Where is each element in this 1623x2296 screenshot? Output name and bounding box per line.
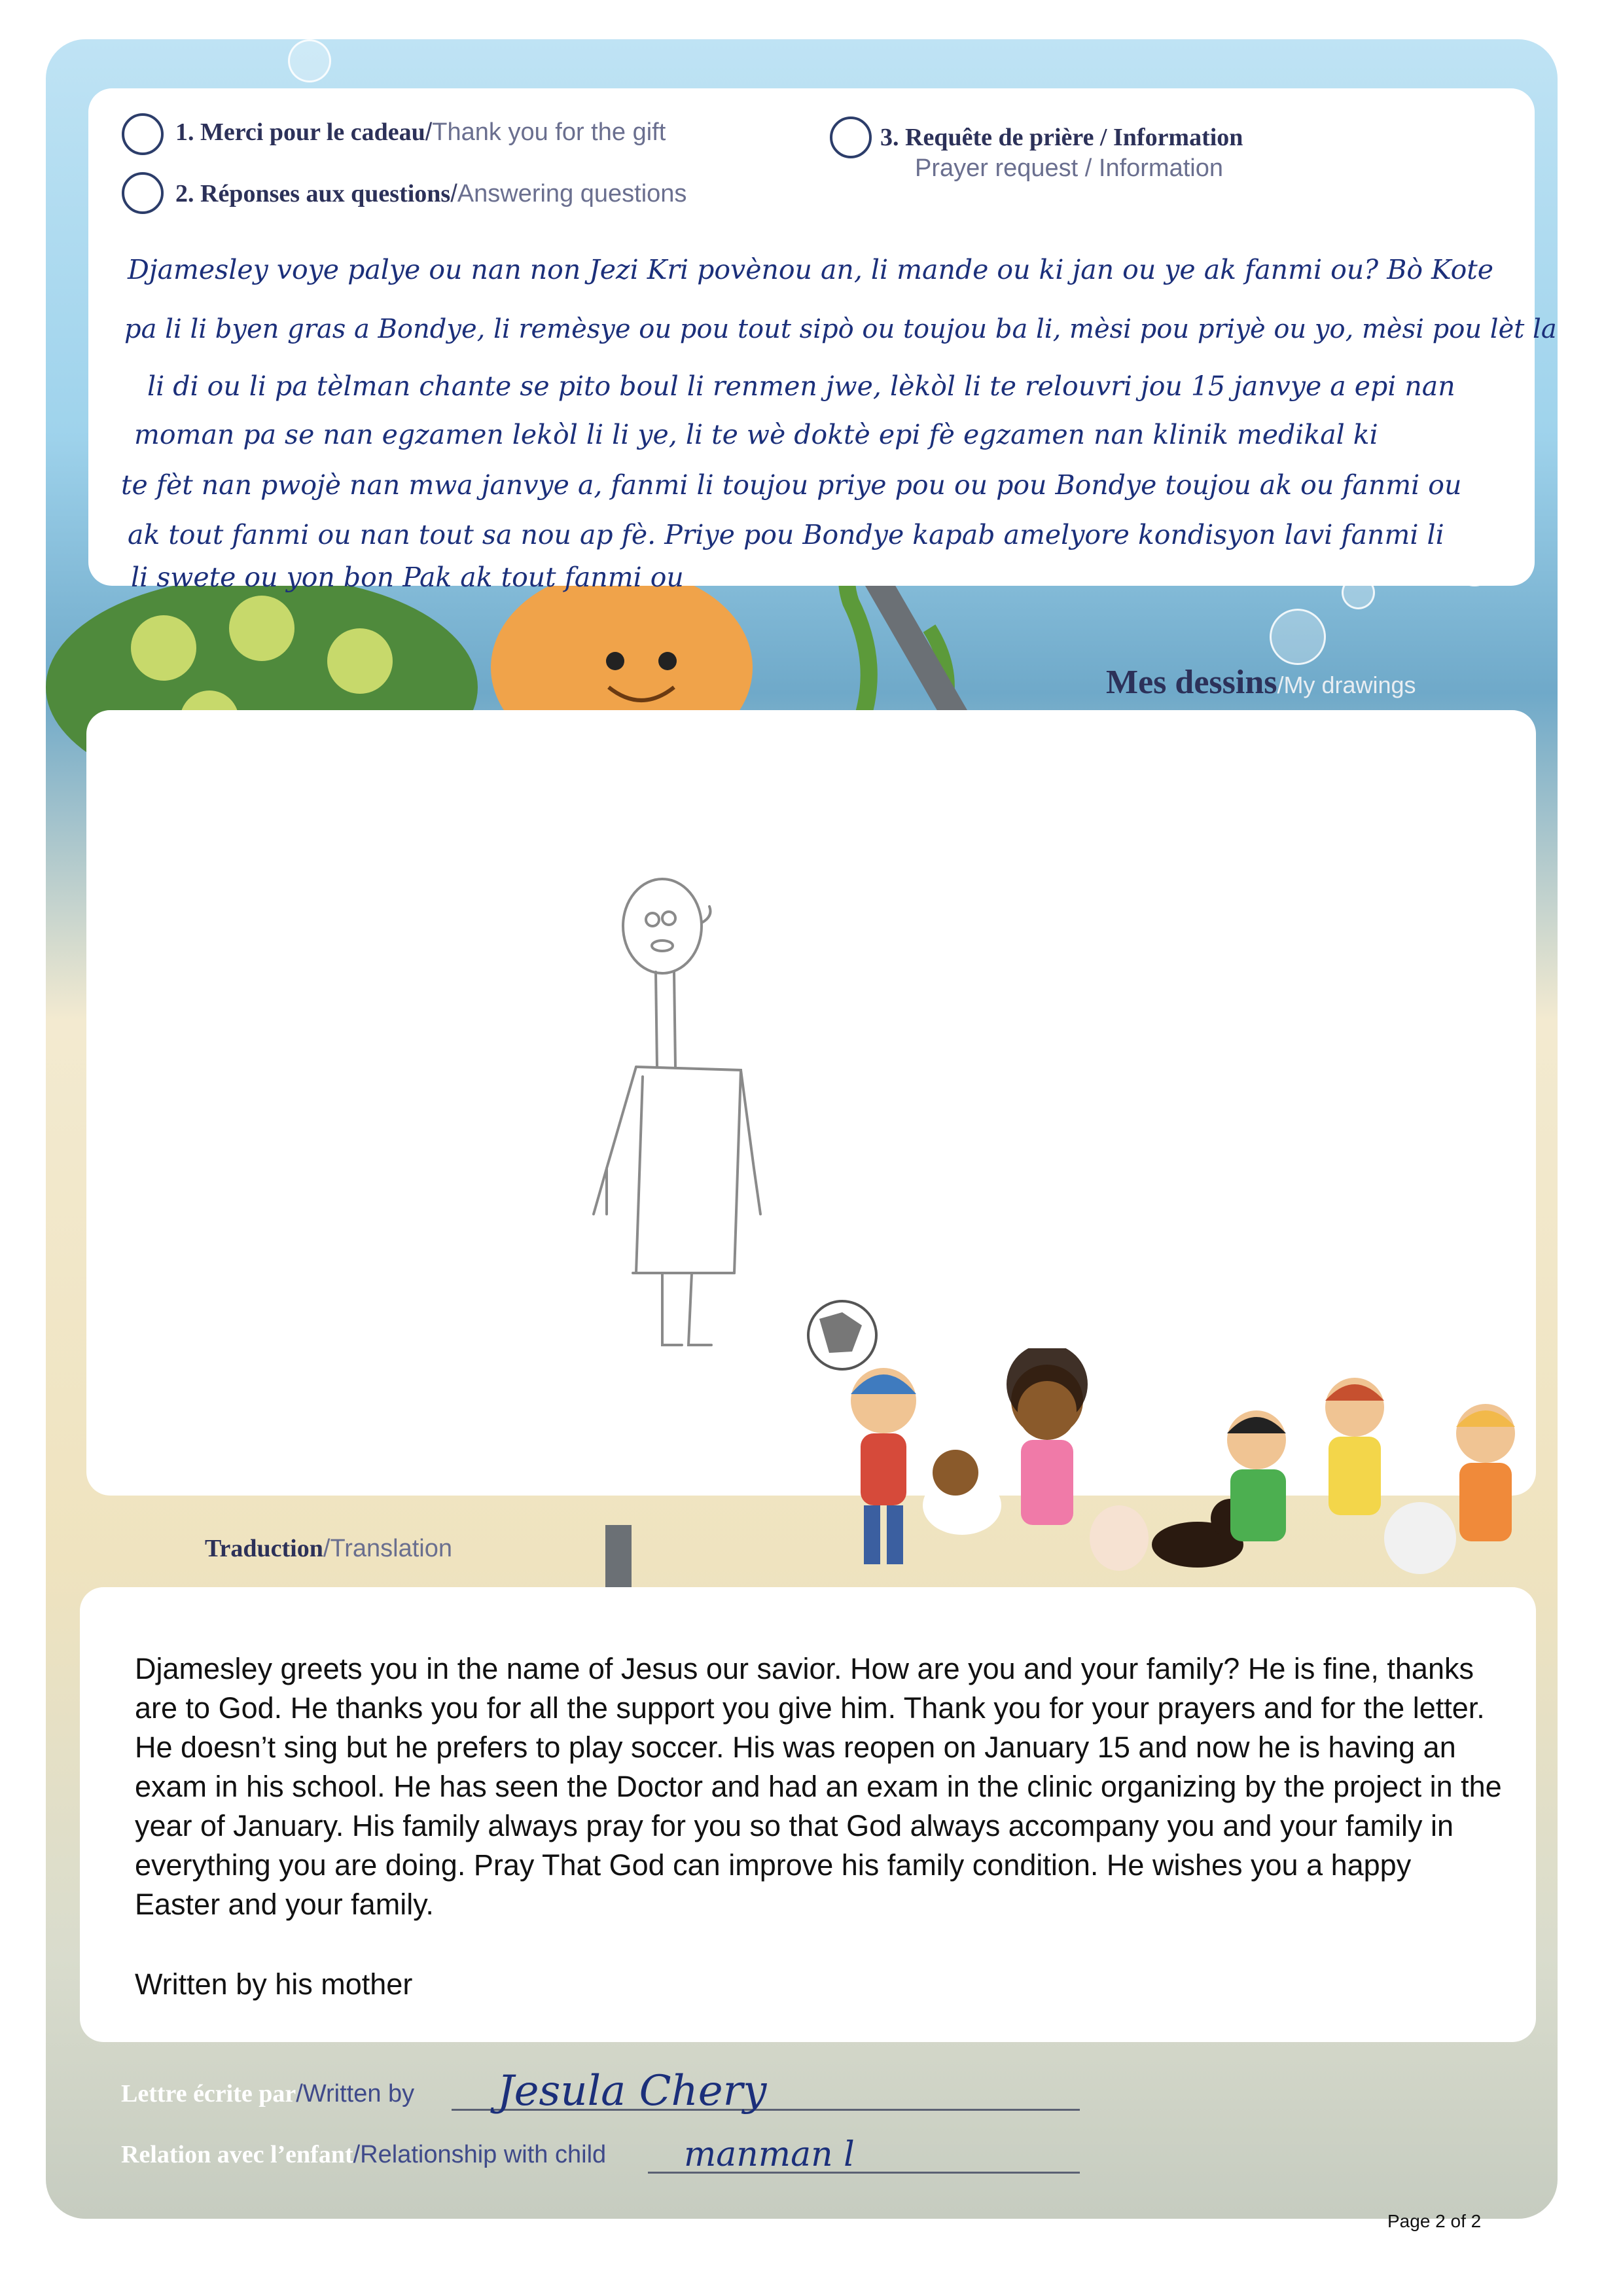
option1-en: Thank you for the gift [432,118,666,146]
bubble-decoration [288,39,331,82]
translation-title-fr: Traduction [205,1535,323,1562]
handwritten-line: pa li li byen gras a Bondye, li remèsye ou pou tout sipò ou toujou ba li, mèsi pou priyè ou yo, mèsi pou lèt la [124,314,1557,344]
option1-fr: 1. Merci pour le cadeau [175,118,425,146]
handwritten-line: ak tout fanmi ou nan tout sa nou ap fè. Priye pou Bondye kapab amelyore kondisyon lavi fanmi li [128,519,1444,550]
kids-and-dogs-illustration [831,1348,1558,1590]
handwritten-line: li di ou li pa tèlman chante se pito boul li renmen jwe, lèkòl li te relouvri jou 15 janvye a epi nan [147,370,1455,402]
option1-label: 1. Merci pour le cadeau/Thank you for the gift [175,118,666,146]
option2-label: 2. Réponses aux questions/Answering questions [175,180,687,207]
option2-fr: 2. Réponses aux questions [175,180,451,207]
handwritten-line: moman pa se nan egzamen lekòl li li ye, li te wè doktè epi fè egzamen nan klinik medikal ki [134,419,1378,450]
bubble-decoration [1270,609,1326,665]
written-by-en: Written by [302,2080,415,2108]
handwritten-line: li swete ou yon bon Pak ak tout fanmi ou [131,562,684,593]
relationship-label: Relation avec l’enfant/Relationship with child [121,2141,607,2168]
option3-fr: 3. Requête de prière / Information [880,124,1243,151]
handwritten-line: Djamesley voye palye ou nan non Jezi Kri povènou an, li mande ou ki jan ou ye ak fanmi ou? Bò Kote [128,254,1493,285]
relationship-fr: Relation avec l’enfant [121,2141,353,2168]
option3-checkbox[interactable] [830,117,872,158]
written-by-label: Lettre écrite par/Written by [121,2080,415,2108]
drawings-title-fr: Mes dessins [1106,664,1277,701]
translation-body: Djamesley greets you in the name of Jesus our savior. How are you and your family? He is fine, thanks are to God. He thanks you for all the support you give him. Thank you for your prayers and for the letter. He doesn’t sing but he prefers to play soccer. His was reopen on January 15 and now he is having an exam in his school. He has seen the Doctor and had an exam in the clinic organizing by the project in the year of January. His family always pray for you so that God always accompany you and your family in everything you are doing. Pray That God can improve his family condition. He wishes you a happy Easter and your family. [135,1652,1502,1921]
option2-en: Answering questions [457,180,687,207]
translation-title: Traduction/Translation [205,1535,453,1562]
drawings-title-en: My drawings [1283,672,1416,698]
option3-label [880,123,1243,152]
written-by-value: Jesula Chery [497,2067,767,2115]
child-drawing [466,861,924,1391]
handwritten-line: te fèt nan pwojè nan mwa janvye a, fanmi li toujou priye pou ou pou Bondye toujou ak ou fanmi ou [121,469,1462,501]
written-by-fr: Lettre écrite par [121,2080,296,2108]
drawings-title: Mes dessins/My drawings [1106,664,1416,701]
option3-en: Prayer request / Information [915,154,1223,182]
option1-checkbox[interactable] [122,113,164,155]
page-number: Page 2 of 2 [1387,2211,1482,2231]
translation-title-en: Translation [330,1535,453,1562]
relationship-value: manman l [684,2135,855,2174]
option2-checkbox[interactable] [122,172,164,214]
relationship-en: Relationship with child [360,2141,607,2168]
translation-signature: Written by his mother [135,1967,413,2001]
